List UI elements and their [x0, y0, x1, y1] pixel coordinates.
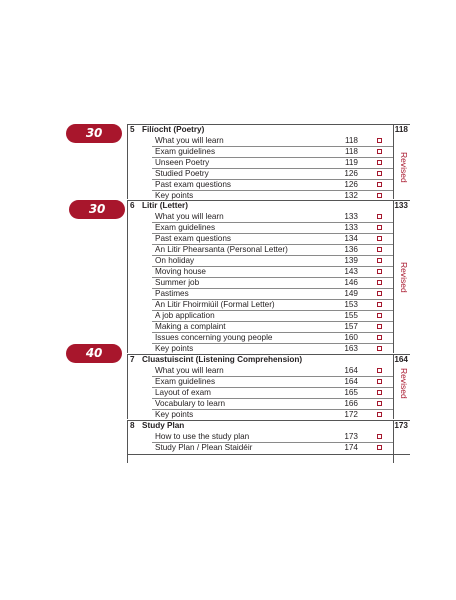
- toc-item-label: Unseen Poetry: [155, 158, 210, 167]
- section-number: 6: [130, 201, 135, 210]
- toc-item-label: Studied Poetry: [155, 169, 209, 178]
- section-divider: [127, 420, 128, 463]
- section-divider: [127, 354, 128, 419]
- checkbox-icon: [377, 182, 382, 187]
- toc-item-page: 157: [344, 322, 358, 331]
- section-number: 5: [130, 125, 135, 134]
- toc-item-page: 163: [344, 344, 358, 353]
- toc-item-label: Past exam questions: [155, 234, 232, 243]
- toc-item-page: 133: [344, 223, 358, 232]
- checkbox-icon: [377, 149, 382, 154]
- bottom-rule: [127, 454, 410, 455]
- toc-item-label: An Litir Fhoirmiúil (Formal Letter): [155, 300, 275, 309]
- checkbox-icon: [377, 236, 382, 241]
- section-divider: [393, 200, 394, 353]
- toc-item-label: Exam guidelines: [155, 223, 216, 232]
- section-title: Cluastuiscint (Listening Comprehension): [142, 355, 303, 364]
- section-title: Litir (Letter): [142, 201, 188, 210]
- checkbox-icon: [377, 291, 382, 296]
- checkbox-icon: [377, 138, 382, 143]
- checkbox-icon: [377, 258, 382, 263]
- toc-item-label: What you will learn: [155, 212, 224, 221]
- toc-item-page: 126: [344, 169, 358, 178]
- checkbox-icon: [377, 193, 382, 198]
- toc-item-page: 143: [344, 267, 358, 276]
- checkbox-icon: [377, 225, 382, 230]
- toc-item-page: 173: [344, 432, 358, 441]
- checkbox-icon: [377, 412, 382, 417]
- toc-item-label: An Litir Phearsanta (Personal Letter): [155, 245, 288, 254]
- section-title: Filíocht (Poetry): [142, 125, 205, 134]
- toc-item-page: 133: [344, 212, 358, 221]
- toc-item-page: 164: [344, 366, 358, 375]
- toc-item-page: 166: [344, 399, 358, 408]
- section-page: 118: [394, 125, 408, 134]
- toc-item-page: 119: [344, 158, 358, 167]
- checkbox-icon: [377, 390, 382, 395]
- toc-item-label: Past exam questions: [155, 180, 232, 189]
- marks-badge-letter: 30 marks: [69, 200, 125, 219]
- toc-item-label: Vocabulary to learn: [155, 399, 226, 408]
- toc-item-label: A job application: [155, 311, 215, 320]
- section-divider: [393, 354, 394, 419]
- toc-item-label: Pastimes: [155, 289, 189, 298]
- toc-item-page: 136: [344, 245, 358, 254]
- toc-item-page: 118: [344, 147, 358, 156]
- toc-item-label: Study Plan / Plean Staidéir: [155, 443, 253, 452]
- section-number: 8: [130, 421, 135, 430]
- toc-item-label: Key points: [155, 191, 194, 200]
- checkbox-icon: [377, 313, 382, 318]
- revised-label-letter: Revised: [399, 262, 409, 293]
- revised-label-poetry: Revised: [399, 152, 409, 183]
- toc-item-label: Key points: [155, 410, 194, 419]
- toc-item-page: 146: [344, 278, 358, 287]
- marks-badge-poetry: 30 marks: [66, 124, 122, 143]
- toc-item-label: Exam guidelines: [155, 147, 216, 156]
- checkbox-icon: [377, 346, 382, 351]
- toc-item-label: Moving house: [155, 267, 206, 276]
- checkbox-icon: [377, 368, 382, 373]
- checkbox-icon: [377, 247, 382, 252]
- checkbox-icon: [377, 269, 382, 274]
- toc-item-label: Key points: [155, 344, 194, 353]
- toc-item-page: 149: [344, 289, 358, 298]
- section-divider: [393, 420, 394, 463]
- toc-item-label: What you will learn: [155, 136, 224, 145]
- checkbox-icon: [377, 324, 382, 329]
- toc-item-label: On holiday: [155, 256, 195, 265]
- toc-item-page: 172: [344, 410, 358, 419]
- section-page: 173: [394, 421, 408, 430]
- checkbox-icon: [377, 434, 382, 439]
- checkbox-icon: [377, 401, 382, 406]
- toc-item-label: What you will learn: [155, 366, 224, 375]
- section-divider: [127, 124, 128, 199]
- checkbox-icon: [377, 445, 382, 450]
- toc-item-page: 174: [344, 443, 358, 452]
- toc-item-page: 155: [344, 311, 358, 320]
- toc-item-page: 118: [344, 136, 358, 145]
- checkbox-icon: [377, 335, 382, 340]
- toc-item-page: 153: [344, 300, 358, 309]
- toc-item-page: 165: [344, 388, 358, 397]
- toc-item-label: How to use the study plan: [155, 432, 250, 441]
- toc-item-page: 160: [344, 333, 358, 342]
- toc-item-page: 126: [344, 180, 358, 189]
- checkbox-icon: [377, 280, 382, 285]
- checkbox-icon: [377, 379, 382, 384]
- marks-badge-listening: 40 marks: [66, 344, 122, 363]
- section-divider: [393, 124, 394, 199]
- revised-label-listening: Revised: [399, 368, 409, 399]
- section-page: 164: [394, 355, 408, 364]
- section-page: 133: [394, 201, 408, 210]
- toc-item-page: 132: [344, 191, 358, 200]
- toc-item-label: Making a complaint: [155, 322, 226, 331]
- toc-item-page: 139: [344, 256, 358, 265]
- checkbox-icon: [377, 171, 382, 176]
- section-number: 7: [130, 355, 135, 364]
- toc-item-label: Layout of exam: [155, 388, 211, 397]
- toc-item-page: 164: [344, 377, 358, 386]
- section-title: Study Plan: [142, 421, 185, 430]
- checkbox-icon: [377, 214, 382, 219]
- toc-item-label: Summer job: [155, 278, 200, 287]
- toc-item-label: Exam guidelines: [155, 377, 216, 386]
- checkbox-icon: [377, 302, 382, 307]
- toc-item-label: Issues concerning young people: [155, 333, 273, 342]
- checkbox-icon: [377, 160, 382, 165]
- section-divider: [127, 200, 128, 353]
- toc-item-page: 134: [344, 234, 358, 243]
